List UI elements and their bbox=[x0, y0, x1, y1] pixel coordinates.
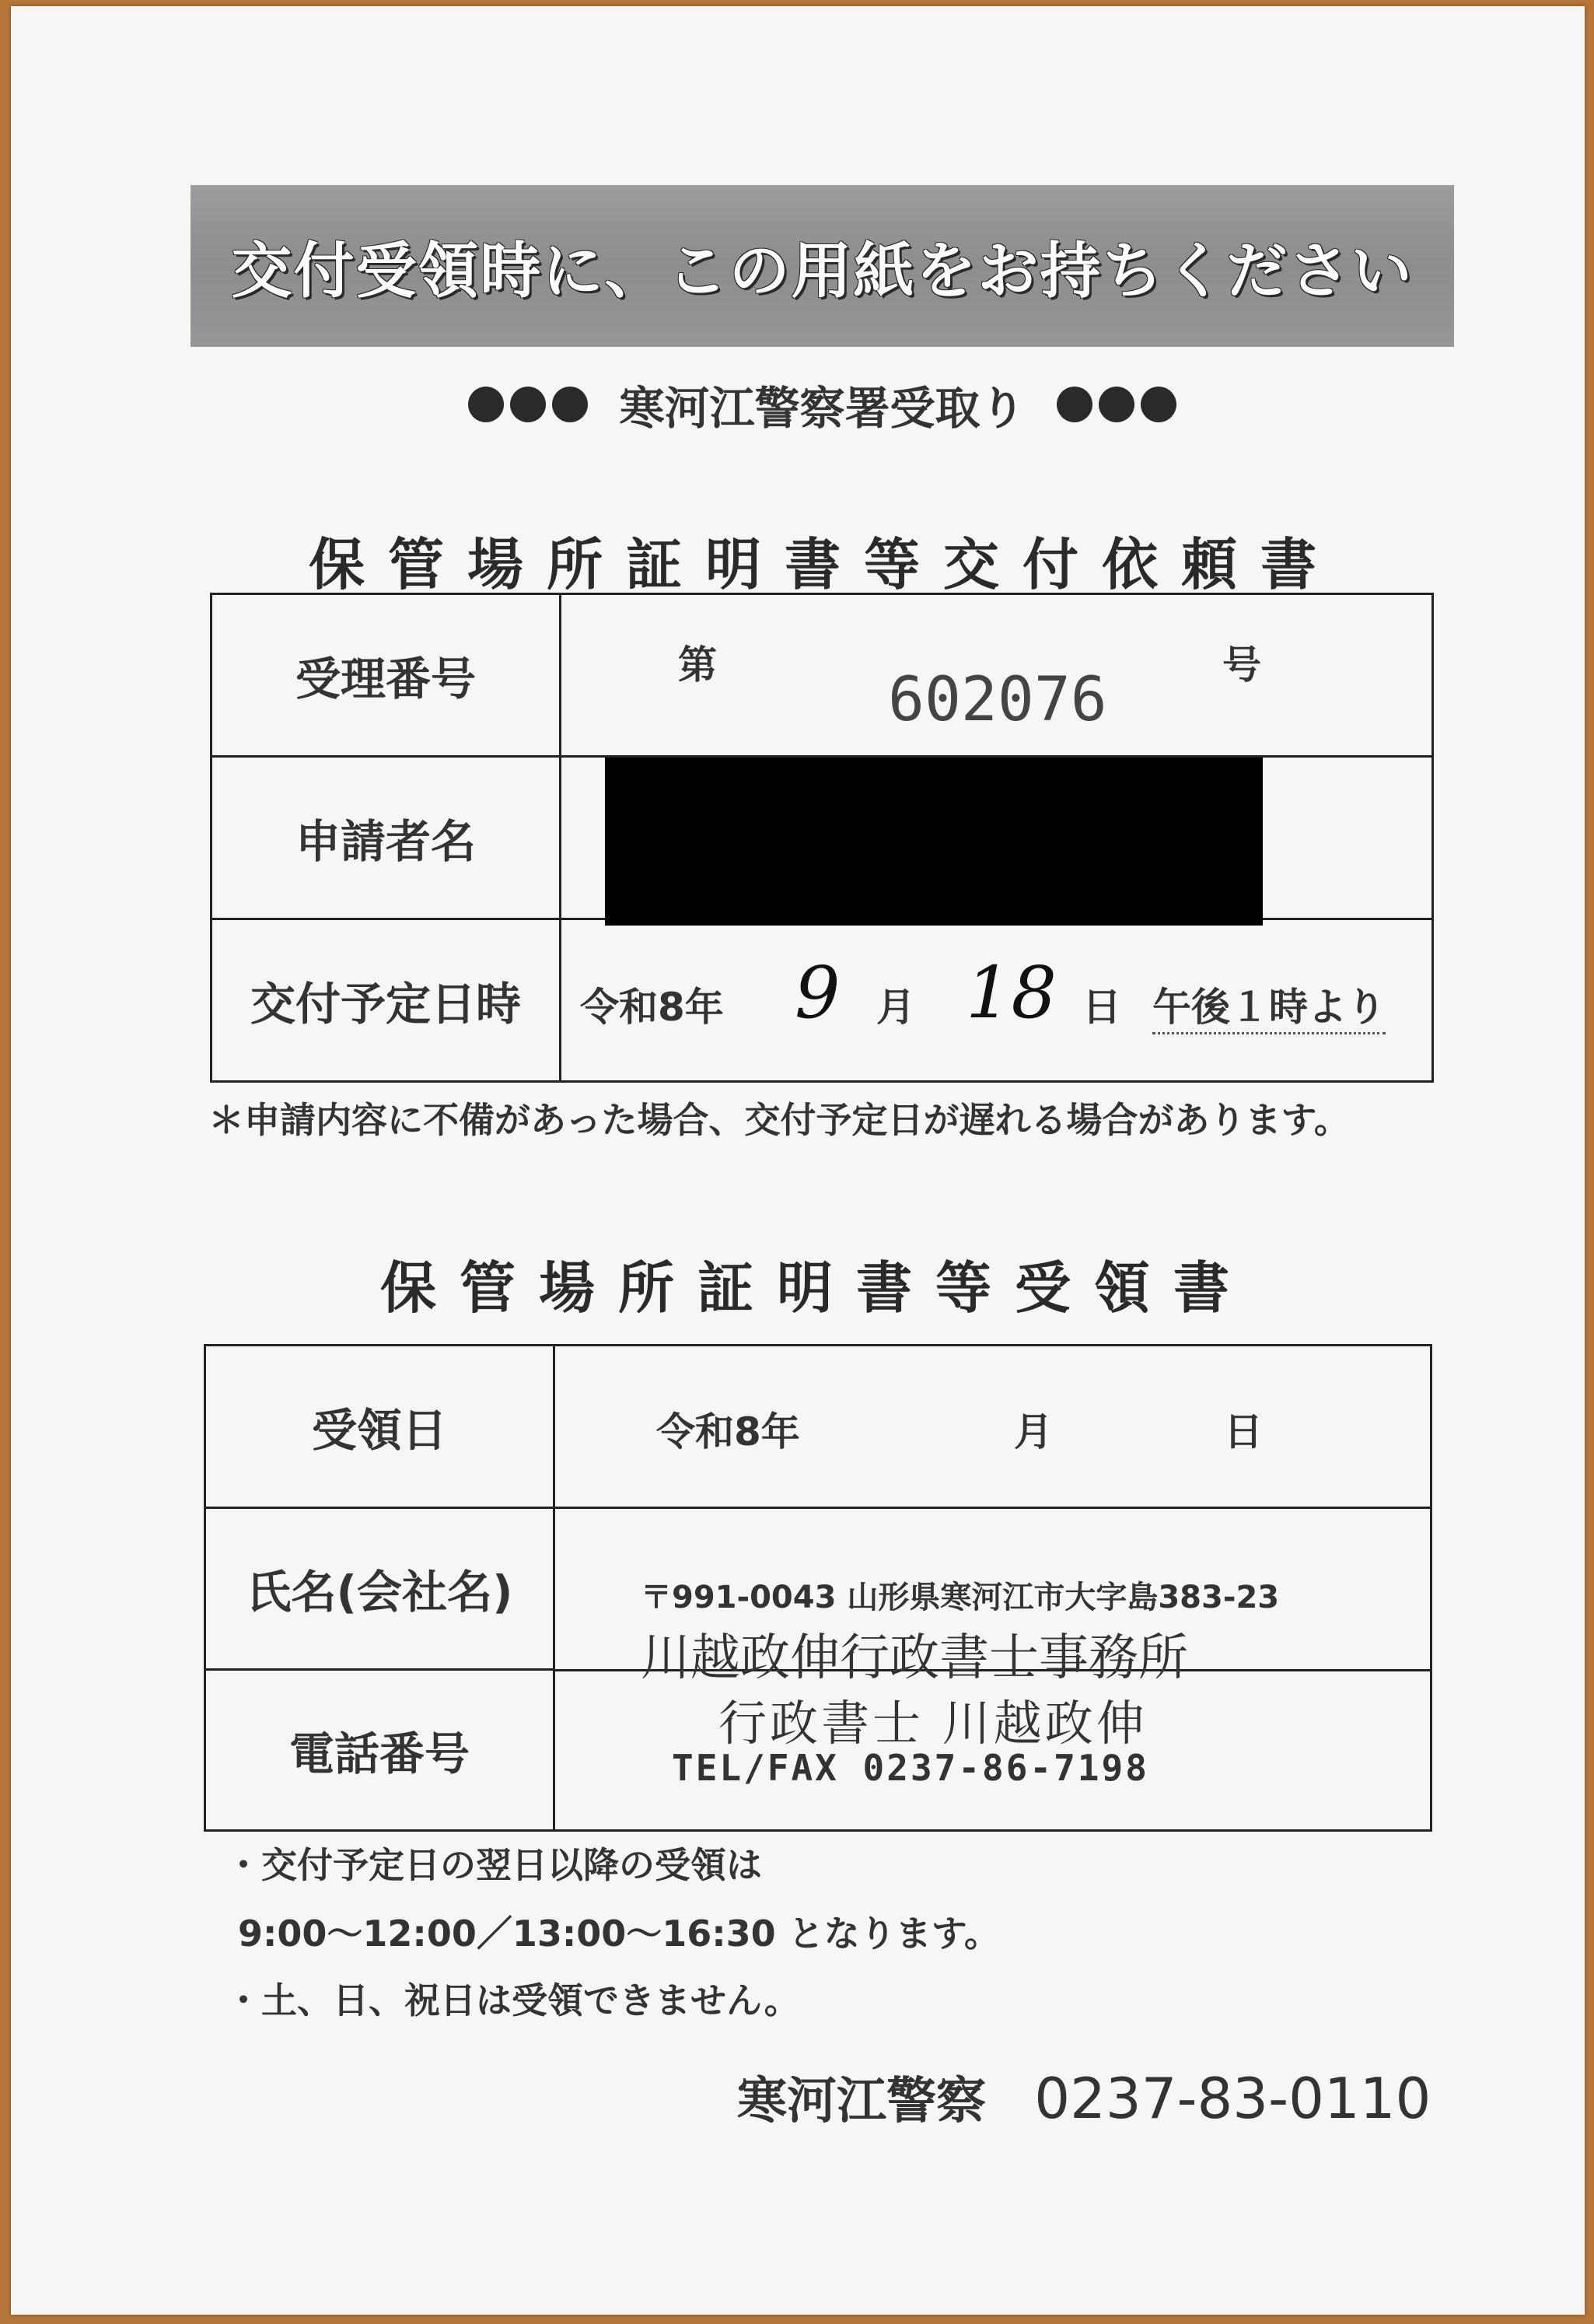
police-name: 寒河江警察 bbox=[737, 2073, 986, 2130]
redacted-applicant-name bbox=[605, 758, 1263, 926]
receipt-date-cell bbox=[554, 1346, 1431, 1508]
receipt-form-title: 保管場所証明書等受領書 bbox=[379, 1255, 1253, 1321]
applicant-name-label: 申請者名 bbox=[211, 757, 561, 919]
receipt-era-year: 令和8年 bbox=[656, 1409, 800, 1454]
scheduled-datetime-label: 交付予定日時 bbox=[211, 919, 561, 1082]
request-form-note: ＊申請内容に不備があった場合、交付予定日が遅れる場合があります。 bbox=[208, 1099, 1350, 1141]
handwritten-day: 18 bbox=[966, 951, 1057, 1034]
handwritten-month: 9 bbox=[795, 951, 841, 1034]
receipt-date-label: 受領日 bbox=[205, 1346, 554, 1508]
request-form-title: 保管場所証明書等交付依頼書 bbox=[308, 532, 1340, 597]
time-note: 午後１時より bbox=[1152, 976, 1386, 1034]
receipt-number-label: 受理番号 bbox=[211, 594, 561, 757]
pickup-hours-note-2: 9:00〜12:00／13:00〜16:30 となります。 bbox=[238, 1913, 1001, 1955]
instruction-banner bbox=[191, 185, 1454, 347]
document-sheet bbox=[11, 6, 1585, 2315]
name-company-label: 氏名(会社名) bbox=[205, 1508, 554, 1670]
scheduled-datetime-cell bbox=[561, 919, 1433, 1082]
receipt-day-unit: 日 bbox=[1224, 1409, 1263, 1454]
receipt-number-value: 602076 bbox=[888, 665, 1107, 735]
police-contact bbox=[737, 2061, 1431, 2133]
day-unit: 日 bbox=[1082, 985, 1121, 1030]
stamp-address: 〒991-0043 山形県寒河江市大字島383-23 bbox=[641, 1580, 1280, 1615]
receipt-number-cell bbox=[561, 594, 1433, 757]
name-phone-cell bbox=[554, 1508, 1431, 1831]
banner-text: 交付受領時に、この用紙をお持ちください bbox=[231, 236, 1414, 306]
dots-right-icon bbox=[1057, 387, 1176, 422]
applicant-name-cell bbox=[561, 757, 1433, 919]
pickup-location bbox=[191, 369, 1454, 439]
stamp-office: 川越政伸行政書士事務所 bbox=[641, 1629, 1188, 1687]
pickup-text: 寒河江警察署受取り bbox=[619, 382, 1026, 435]
receipt-form-table bbox=[204, 1344, 1432, 1832]
receipt-month-unit: 月 bbox=[1014, 1409, 1053, 1454]
closed-days-note: ・土、日、祝日は受領できません。 bbox=[225, 1979, 800, 2021]
request-form-table bbox=[210, 593, 1434, 1083]
era-year: 令和8年 bbox=[580, 985, 724, 1030]
pickup-hours-note-1: ・交付予定日の翌日以降の受領は bbox=[225, 1844, 762, 1886]
receipt-prefix: 第 bbox=[678, 642, 717, 688]
phone-number-label: 電話番号 bbox=[205, 1669, 554, 1831]
police-phone: 0237-83-0110 bbox=[1034, 2066, 1431, 2131]
stamp-telfax: TEL/FAX 0237-86-7198 bbox=[672, 1747, 1149, 1789]
dots-left-icon bbox=[468, 387, 588, 422]
stamp-person: 行政書士 川越政伸 bbox=[718, 1695, 1148, 1752]
month-unit: 月 bbox=[876, 985, 915, 1030]
receipt-suffix: 号 bbox=[1222, 642, 1261, 688]
